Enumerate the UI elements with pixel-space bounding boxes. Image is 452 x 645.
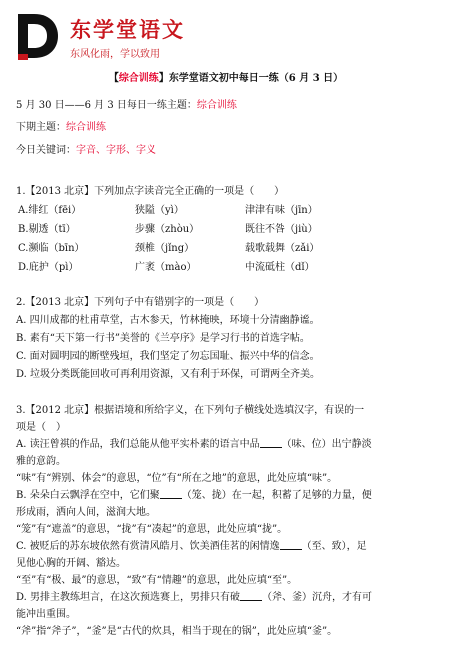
q1-option: 广袤（mào）	[135, 262, 197, 273]
q1-option: 步骤（zhòu）	[135, 224, 200, 235]
question-3-stem: 3.【2012 北京】根据语境和所给字义，在下列句子横线处选填汉字，有误的一 项是（ ）	[16, 405, 365, 433]
next-theme-line: 下期主题：综合训练	[16, 122, 106, 133]
q1-option: 狭隘（yì）	[135, 205, 184, 216]
q2-option: C. 面对圆明园的断壁残垣，我们坚定了勿忘国耻、振兴中华的信念。	[16, 351, 320, 362]
q1-option: A.绯红（fēi）	[18, 205, 82, 216]
answer-blank	[260, 437, 282, 448]
q1-option: 中流砥柱（dǐ）	[245, 262, 315, 273]
q1-option: D.庇护（pì）	[18, 262, 79, 273]
q3-explanation-b: “笼”有“遮盖”的意思，“拢”有“凑起”的意思，此处应填“拢”。	[16, 524, 288, 535]
brand-slogan: 东风化雨，学以致用	[70, 49, 160, 60]
keywords-line: 今日关键词：字音、字形、字义	[16, 145, 156, 156]
document-title: 【综合训练】东学堂语文初中每日一练（6 月 3 日）	[108, 73, 344, 84]
q1-option: C.濒临（bīn）	[18, 243, 85, 254]
brand-name: 东学堂语文	[70, 18, 185, 42]
brand-logo-icon	[14, 10, 60, 62]
q1-option: B.剔透（tī）	[18, 224, 76, 235]
q2-option: D. 垃圾分类既能回收可再利用资源，又有利于环保，可谓两全齐美。	[16, 369, 321, 380]
title-tag: 综合训练	[118, 73, 159, 84]
weekly-theme-line: 5 月 30 日——6 月 3 日每日一练主题：综合训练	[16, 100, 237, 111]
q3-option-a: A. 读汪曾祺的作品，我们总能从他平实朴素的语言中品 （味、位）出宁静淡 雅的意韵。	[16, 439, 372, 467]
q3-explanation-a: “味”有“辨别、体会”的意思，“位”有“所在之地”的意思，此处应填“味”。	[16, 473, 338, 484]
answer-blank	[240, 590, 262, 601]
q1-option: 既往不咎（jiù）	[245, 224, 318, 235]
q1-option: 颈椎（jǐng）	[135, 243, 195, 254]
answer-blank	[280, 539, 302, 550]
answer-blank	[160, 488, 182, 499]
q1-option: 津津有味（jīn）	[245, 205, 318, 216]
question-2-stem: 2.【2013 北京】下列句子中有错别字的一项是（ ）	[16, 297, 265, 308]
question-1-stem: 1.【2013 北京】下列加点字读音完全正确的一项是（ ）	[16, 186, 285, 197]
q2-option: B. 素有“天下第一行书”美誉的《兰亭序》是学习行书的首选字帖。	[16, 333, 310, 344]
q3-option-c: C. 被贬后的苏东坡依然有赏清风皓月、饮美酒佳茗的闲情逸 （至、致），足 见他心胸的开阔、豁达。	[16, 541, 367, 569]
header	[14, 8, 314, 64]
question-3	[16, 402, 440, 640]
q3-option-b: B. 朵朵白云飘浮在空中，它们聚 （笼、拢）在一起，积蓄了足够的力量，便 形成雨，洒向人间，滋润大地。	[16, 490, 372, 518]
q1-option: 载歌载舞（zǎi）	[245, 243, 320, 254]
q2-option: A. 四川成都的杜甫草堂，古木参天，竹林掩映，环境十分清幽静谧。	[16, 315, 320, 326]
q3-option-d: D. 男排主教练坦言，在这次预选赛上，男排只有破 （斧、釜）沉舟，才有可 能冲出重围。	[16, 592, 373, 620]
q3-explanation-d: “斧”指“斧子”，“釜”是“古代的炊具，相当于现在的锅”，此处应填“釜”。	[16, 626, 338, 637]
q3-explanation-c: “至”有“极、最”的意思，“致”有“情趣”的意思，此处应填“至”。	[16, 575, 298, 586]
